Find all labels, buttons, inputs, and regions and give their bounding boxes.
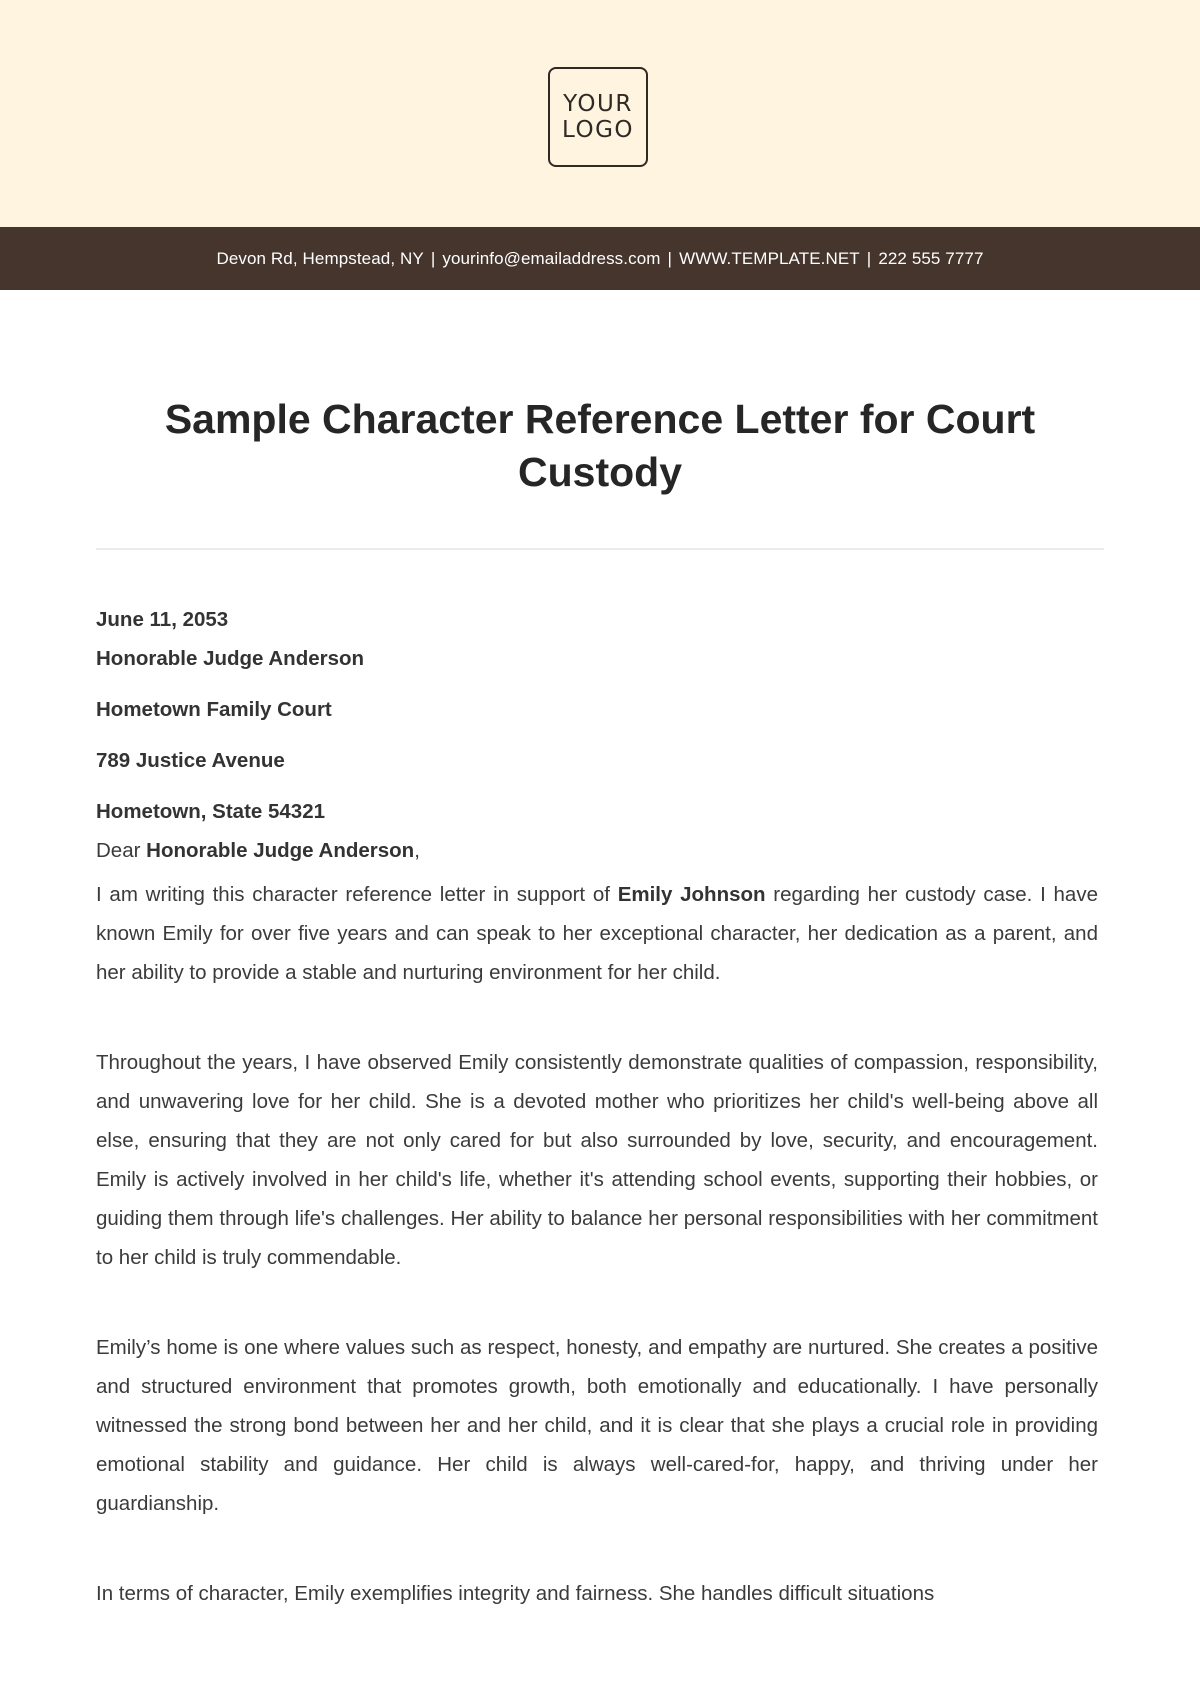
salutation-name: Honorable Judge Anderson [146, 839, 415, 862]
paragraph-intro-after: regarding her custody case. I have known Emily for over five years and can speak to her exceptional character, her dedication as a parent, and her ability to provide a stable and nurturing environment for her child. [96, 883, 1098, 984]
logo-text-line1: YOUR [563, 91, 633, 117]
title-divider [96, 548, 1104, 550]
contact-website: WWW.TEMPLATE.NET [679, 248, 860, 268]
company-logo [548, 67, 648, 167]
contact-email: yourinfo@emailaddress.com [442, 248, 661, 268]
recipient-city: Hometown, State 54321 [96, 800, 325, 823]
subject-name: Emily Johnson [617, 883, 766, 906]
contact-separator: | [430, 248, 436, 268]
salutation-suffix: , [414, 839, 420, 862]
document-title: Sample Character Reference Letter for Court Custody [164, 396, 1036, 495]
contact-address: Devon Rd, Hempstead, NY [216, 248, 424, 268]
paragraph-character: In terms of character, Emily exemplifies integrity and fairness. She handles difficult situations [96, 1582, 935, 1605]
contact-phone: 222 555 7777 [878, 248, 984, 268]
recipient-court: Hometown Family Court [96, 698, 332, 721]
paragraph-qualities: Throughout the years, I have observed Emily consistently demonstrate qualities of compassion, responsibility, and unwavering love for her child. She is a devoted mother who prioritizes her child's well-being above all else, ensuring that they are not only cared for but also surrounded by love, security, and encouragement. Emily is actively involved in her child's life, whether it's attending school events, supporting their hobbies, or guiding them through life's challenges. Her ability to balance her personal responsibilities with her commitment to her child is truly commendable. [96, 1051, 1098, 1269]
recipient-name: Honorable Judge Anderson [96, 647, 365, 670]
paragraph-home: Emily’s home is one where values such as respect, honesty, and empathy are nurtured. She creates a positive and structured environment that promotes growth, both emotionally and educationally. I have personally witnessed the strong bond between her and her child, and it is clear that she plays a crucial role in providing emotional stability and guidance. Her child is always well-cared-for, happy, and thriving under her guardianship. [96, 1336, 1098, 1515]
contact-separator: | [866, 248, 872, 268]
contact-separator: | [667, 248, 673, 268]
paragraph-intro [96, 875, 1098, 992]
letter-body [96, 605, 1098, 1664]
salutation [96, 836, 1098, 875]
paragraph-intro-before: I am writing this character reference letter in support of [96, 883, 610, 906]
contact-bar [0, 227, 1200, 290]
letter-date: June 11, 2053 [96, 608, 229, 631]
recipient-street: 789 Justice Avenue [96, 749, 285, 772]
salutation-prefix: Dear [96, 839, 141, 862]
header-band [0, 0, 1200, 227]
logo-text-line2: LOGO [561, 117, 635, 143]
